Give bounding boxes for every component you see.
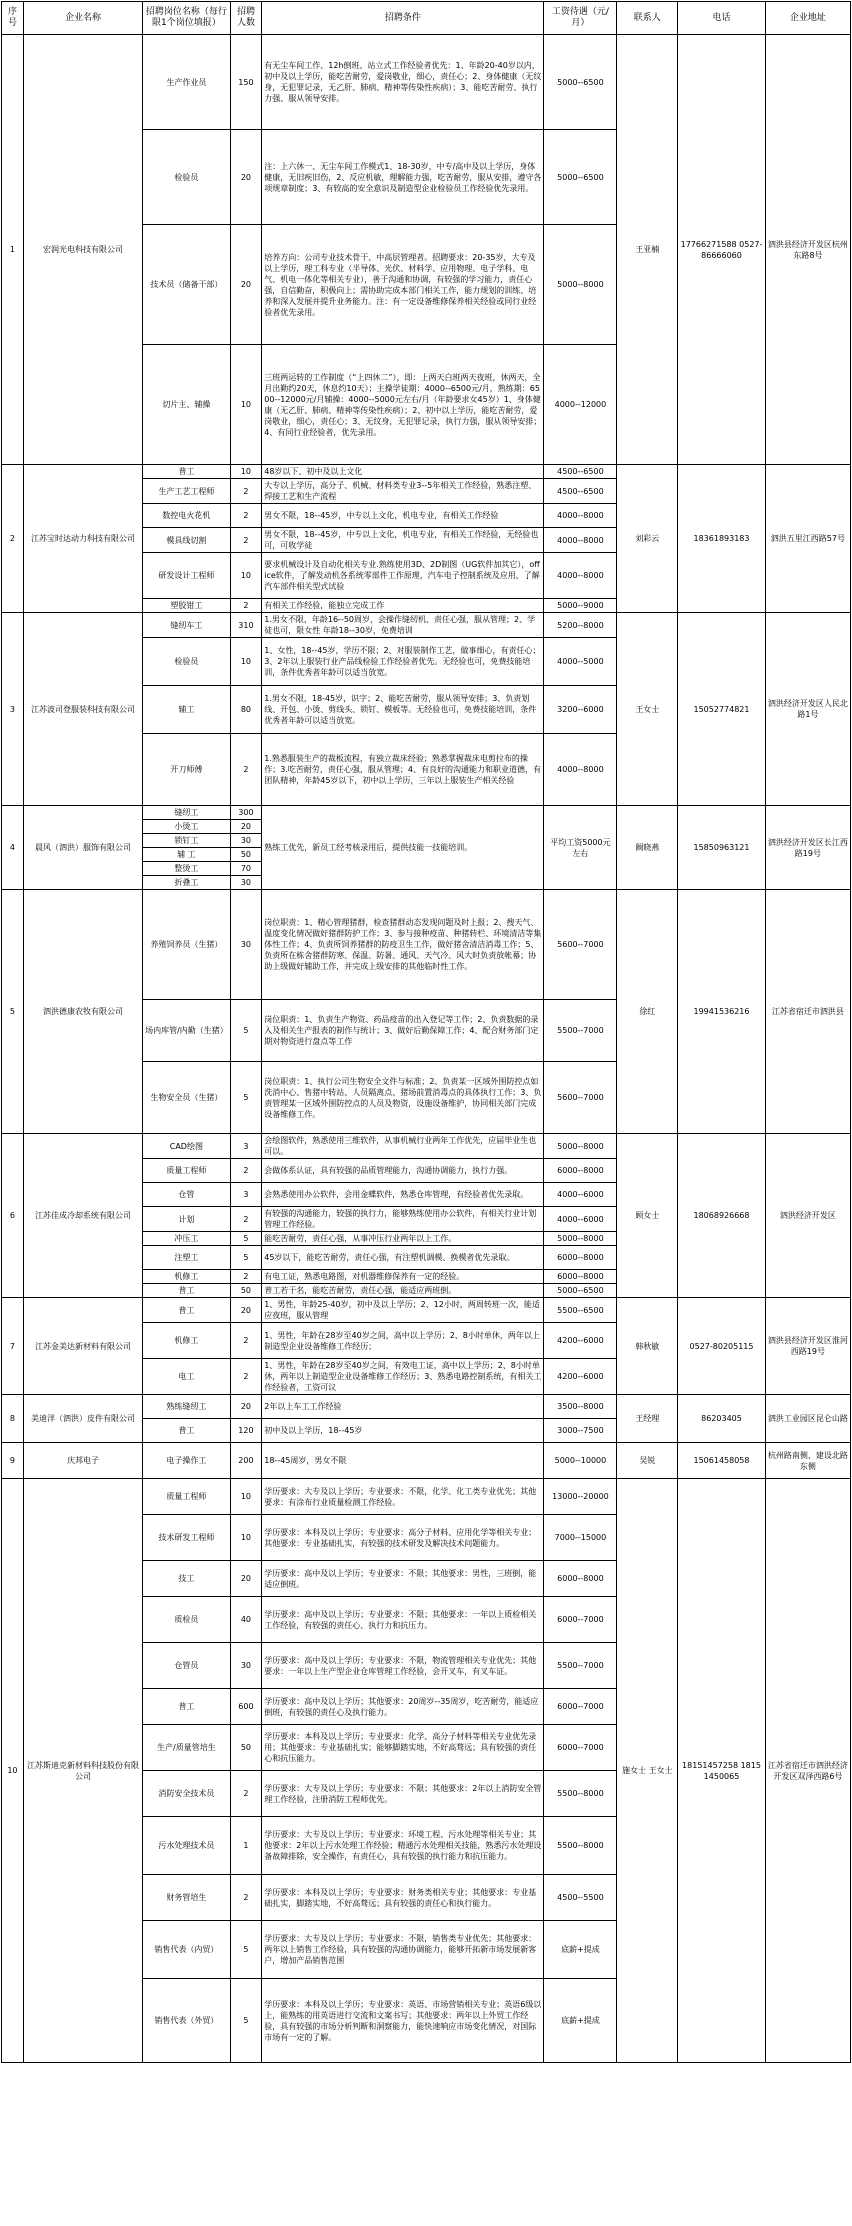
job-count: 2 (230, 1771, 262, 1817)
job-count: 2 (230, 599, 262, 613)
job-title: 普工 (143, 1284, 231, 1298)
job-title: 技工 (143, 1561, 231, 1597)
table-row (2, 35, 851, 130)
header-company: 企业名称 (23, 2, 142, 35)
job-count: 2 (230, 479, 262, 504)
company-no: 8 (2, 1395, 24, 1443)
job-salary: 4000--8000 (544, 553, 617, 599)
job-title: 场内库管/内勤（生猪） (143, 1000, 231, 1062)
job-count: 5 (230, 1246, 262, 1270)
job-count: 300 (230, 806, 262, 820)
job-count: 30 (230, 876, 262, 890)
job-requirement: 学历要求：高中及以上学历；专业要求：不限；其他要求：男性，三班倒，能适应倒班。 (262, 1561, 544, 1597)
job-count: 310 (230, 613, 262, 638)
company-no: 2 (2, 465, 24, 613)
company-no: 6 (2, 1134, 24, 1298)
job-requirement: 18--45周岁，男女不限 (262, 1443, 544, 1479)
company-name: 江苏金美达新材料有限公司 (23, 1298, 142, 1395)
company-no: 3 (2, 613, 24, 806)
job-count: 200 (230, 1443, 262, 1479)
job-salary: 6000--8000 (544, 1159, 617, 1183)
job-count: 2 (230, 1270, 262, 1284)
company-no: 10 (2, 1479, 24, 2063)
job-requirement: 学历要求：大专及以上学历；专业要求：不限；其他要求：2年以上消防安全管理工作经验，注册消防工程师优先。 (262, 1771, 544, 1817)
job-title: 普工 (143, 465, 231, 479)
job-count: 30 (230, 1643, 262, 1689)
job-requirement: 学历要求：大专及以上学历；专业要求：环境工程、污水处理等相关专业；其他要求：2年以上污水处理工作经验；精通污水处理相关技能，熟悉污水处理设备故障排除，安全操作，有责任心，具有较强的执行能力和抗压能力。 (262, 1817, 544, 1875)
header-salary: 工资待遇（元/月） (544, 2, 617, 35)
job-salary: 4000--5000 (544, 638, 617, 686)
company-contact: 阚晓燕 (617, 806, 678, 890)
company-name: 江苏佳成冷却系统有限公司 (23, 1134, 142, 1298)
company-address: 泗洪工业园区昆仑山路 (765, 1395, 850, 1443)
table-body (2, 35, 851, 2063)
company-name: 江苏波司登服装科技有限公司 (23, 613, 142, 806)
job-count: 10 (230, 1515, 262, 1561)
company-phone: 15052774821 (678, 613, 766, 806)
job-count: 20 (230, 1395, 262, 1419)
job-count: 50 (230, 848, 262, 862)
header-phone: 电话 (678, 2, 766, 35)
job-count: 10 (230, 553, 262, 599)
job-salary: 4200--6000 (544, 1323, 617, 1359)
job-count: 70 (230, 862, 262, 876)
job-requirement: 要求机械设计及自动化相关专业.熟练使用3D、2D制图（UG软件加其它），office软件，了解发动机各系统零部件工作原理，汽车电子控制系统及应用，了解汽车部件相关型式试验 (262, 553, 544, 599)
job-requirement: 1.男女不限，年龄16--50周岁，会操作缝纫机、责任心强，服从管理；2、学徒也可，限女性 年龄18--30岁，免费培训 (262, 613, 544, 638)
job-title: 缝纫车工 (143, 613, 231, 638)
job-title: 生产/质量管培生 (143, 1725, 231, 1771)
job-count: 600 (230, 1689, 262, 1725)
job-salary: 6000--7000 (544, 1689, 617, 1725)
job-title: 消防安全技术员 (143, 1771, 231, 1817)
job-count: 5 (230, 1232, 262, 1246)
job-title: 生物安全员（生猪） (143, 1062, 231, 1134)
job-salary: 3000--7500 (544, 1419, 617, 1443)
company-phone: 15061458058 (678, 1443, 766, 1479)
company-name: 宏润光电科技有限公司 (23, 35, 142, 465)
table-row (2, 1443, 851, 1479)
job-requirement: 普工若干名，能吃苦耐劳，责任心强，能适应两班倒。 (262, 1284, 544, 1298)
job-requirement: 学历要求：高中及以上学历；专业要求：不限；其他要求：一年以上质检相关工作经验，有较强的责任心、执行力和抗压力。 (262, 1597, 544, 1643)
job-title: 财务管培生 (143, 1875, 231, 1921)
job-title: 电子操作工 (143, 1443, 231, 1479)
header-contact: 联系人 (617, 2, 678, 35)
job-requirement: 初中及以上学历，18--45岁 (262, 1419, 544, 1443)
header-count: 招聘人数 (230, 2, 262, 35)
job-title: 仓管 (143, 1183, 231, 1207)
company-address: 泗洪县经济开发区杭州东路8号 (765, 35, 850, 465)
job-count: 10 (230, 345, 262, 465)
job-requirement: 大专以上学历，高分子、机械、材料类专业3--5年相关工作经验，熟悉注塑、焊接工艺和生产流程 (262, 479, 544, 504)
job-title: 计划 (143, 1207, 231, 1232)
job-requirement: 学历要求：高中及以上学历；专业要求：不限，物流管理相关专业优先；其他要求：一年以上生产型企业仓库管理工作经验，会开叉车，有叉车证。 (262, 1643, 544, 1689)
job-salary: 5000--9000 (544, 599, 617, 613)
company-phone: 19941536216 (678, 890, 766, 1134)
job-title: 冲压工 (143, 1232, 231, 1246)
company-phone: 86203405 (678, 1395, 766, 1443)
company-contact: 刘彩云 (617, 465, 678, 613)
job-salary: 13000--20000 (544, 1479, 617, 1515)
job-title: 销售代表（内贸） (143, 1921, 231, 1979)
company-no: 9 (2, 1443, 24, 1479)
job-title: 开刀师傅 (143, 734, 231, 806)
recruitment-table (1, 1, 851, 2063)
job-title: 技术员（储备干部） (143, 225, 231, 345)
job-title: 销售代表（外贸） (143, 1979, 231, 2063)
job-salary: 5000--10000 (544, 1443, 617, 1479)
job-requirement: 学历要求：高中及以上学历；其他要求：20周岁--35周岁，吃苦耐劳，能适应倒班，有较强的责任心及执行能力。 (262, 1689, 544, 1725)
job-title: 小烫工 (143, 820, 231, 834)
company-phone: 18068926668 (678, 1134, 766, 1298)
company-address: 泗洪经济开发区人民北路1号 (765, 613, 850, 806)
company-address: 泗洪五里江西路57号 (765, 465, 850, 613)
job-salary: 5500--7000 (544, 1000, 617, 1062)
job-count: 5 (230, 1000, 262, 1062)
job-title: 普工 (143, 1419, 231, 1443)
job-requirement: 男女不限，18--45岁，中专以上文化，机电专业，有相关工作经验 (262, 504, 544, 528)
job-count: 50 (230, 1284, 262, 1298)
job-requirement: 熟练工优先，新员工经考核录用后，提供技能一技能培训。 (262, 806, 544, 890)
job-salary: 6000--8000 (544, 1246, 617, 1270)
job-title: 污水处理技术员 (143, 1817, 231, 1875)
company-contact: 施女士 王女士 (617, 1479, 678, 2063)
job-salary: 4000--6000 (544, 1183, 617, 1207)
company-name: 江苏斯迪克新材料科技股份有限公司 (23, 1479, 142, 2063)
job-count: 20 (230, 225, 262, 345)
job-salary: 5500--8000 (544, 1817, 617, 1875)
table-row (2, 1298, 851, 1323)
table-row (2, 613, 851, 638)
company-contact: 顾女士 (617, 1134, 678, 1298)
job-requirement: 能吃苦耐劳，责任心强，从事冲压行业两年以上工作。 (262, 1232, 544, 1246)
job-count: 2 (230, 734, 262, 806)
job-requirement: 会做体系认证，具有较强的品质管理能力，沟通协调能力，执行力强。 (262, 1159, 544, 1183)
job-title: 缝纫工 (143, 806, 231, 820)
company-no: 1 (2, 35, 24, 465)
job-requirement: 学历要求：本科及以上学历；专业要求：高分子材料、应用化学等相关专业；其他要求：专业基础扎实，有较强的技术研发及解决技术问题能力。 (262, 1515, 544, 1561)
job-requirement: 有无尘车间工作、12h倒班、站立式工作经验者优先：1、年龄20-40岁以内，初中及以上学历，能吃苦耐劳，爱岗敬业，细心，责任心；2、身体健康（无纹身，无犯罪记录，无乙肝、肺病、精神等传染性疾病）；3、能吃苦耐劳、执行力强、服从领导安排。 (262, 35, 544, 130)
job-salary: 5500--6500 (544, 1298, 617, 1323)
job-salary: 6000--7000 (544, 1597, 617, 1643)
job-requirement: 45岁以下，能吃苦耐劳，责任心强，有注塑机调模、换模者优先录取。 (262, 1246, 544, 1270)
job-salary: 4200--6000 (544, 1359, 617, 1395)
job-salary: 5000--6500 (544, 130, 617, 225)
job-requirement: 1.男女不限，18-45岁，识字；2、能吃苦耐劳，服从领导安排；3、负责划线、开包、小烫、剪线头、锁钉、模板等。无经验也可，免费技能培训，条件优秀者年龄可以适当放宽。 (262, 686, 544, 734)
job-requirement: 会熟悉使用办公软件，会用金蝶软件，熟悉仓库管理，有经验者优先录取。 (262, 1183, 544, 1207)
company-name: 泗洪德康农牧有限公司 (23, 890, 142, 1134)
job-salary: 4000--8000 (544, 734, 617, 806)
job-requirement: 有相关工作经验，能独立完成工作 (262, 599, 544, 613)
company-address: 泗洪经济开发区长江西路19号 (765, 806, 850, 890)
header-no: 序号 (2, 2, 24, 35)
job-title: 检验员 (143, 638, 231, 686)
job-requirement: 男女不限，18--45岁，中专以上文化，机电专业，有相关工作经验，无经验也可，可收学徒 (262, 528, 544, 553)
header-requirement: 招聘条件 (262, 2, 544, 35)
company-contact: 吴锐 (617, 1443, 678, 1479)
job-title: 注塑工 (143, 1246, 231, 1270)
company-phone: 0527-80205115 (678, 1298, 766, 1395)
job-salary: 4500--5500 (544, 1875, 617, 1921)
job-count: 80 (230, 686, 262, 734)
job-title: 电工 (143, 1359, 231, 1395)
job-title: 机修工 (143, 1323, 231, 1359)
job-title: 熟练缝纫工 (143, 1395, 231, 1419)
job-salary: 4000--6000 (544, 1207, 617, 1232)
job-salary: 4500--6500 (544, 479, 617, 504)
job-count: 3 (230, 1134, 262, 1159)
company-contact: 王亚楠 (617, 35, 678, 465)
job-title: 质量工程师 (143, 1479, 231, 1515)
company-no: 7 (2, 1298, 24, 1395)
job-salary: 6000--8000 (544, 1270, 617, 1284)
job-count: 10 (230, 465, 262, 479)
job-count: 40 (230, 1597, 262, 1643)
company-no: 4 (2, 806, 24, 890)
job-salary: 5000--6500 (544, 35, 617, 130)
job-salary: 3500--8000 (544, 1395, 617, 1419)
job-count: 150 (230, 35, 262, 130)
job-title: 生产工艺工程师 (143, 479, 231, 504)
company-address: 江苏省宿迁市泗洪经济开发区双泽西路6号 (765, 1479, 850, 2063)
job-count: 1 (230, 1817, 262, 1875)
job-title: 辅工 (143, 686, 231, 734)
job-count: 2 (230, 1875, 262, 1921)
company-phone: 18151457258 18151450065 (678, 1479, 766, 2063)
job-count: 3 (230, 1183, 262, 1207)
job-salary: 5600--7000 (544, 890, 617, 1000)
job-requirement: 学历要求：本科及以上学历；专业要求：英语、市场营销相关专业；英语6级以上，能熟练的用英语进行交流和文案书写；其他要求：两年以上外贸工作经验，具有较强的市场分析判断和洞察能力，能快速响应市场变化情况，对国际市场有一定的了解。 (262, 1979, 544, 2063)
job-count: 30 (230, 834, 262, 848)
job-title: 技术研发工程师 (143, 1515, 231, 1561)
job-requirement: 1.熟悉服装生产的裁板流程，有独立裁床经验；熟悉掌握裁床电剪拉布的操作；3.吃苦耐劳，责任心强，服从管理；4、有良好的沟通能力和职业道德，有团队精神，年龄45岁以下，初中以上学历，三年以上服装生产相关经验 (262, 734, 544, 806)
job-count: 20 (230, 1561, 262, 1597)
company-phone: 15850963121 (678, 806, 766, 890)
job-requirement: 学历要求：大专及以上学历；专业要求：不限，销售类专业优先；其他要求：两年以上销售工作经验，具有较强的沟通协调能力，能够开拓新市场发展新客户，增加产品销售范围 (262, 1921, 544, 1979)
job-title: 检验员 (143, 130, 231, 225)
job-title: 切片主、辅操 (143, 345, 231, 465)
job-salary: 6000--8000 (544, 1561, 617, 1597)
job-count: 2 (230, 1159, 262, 1183)
job-count: 20 (230, 1298, 262, 1323)
job-title: 普工 (143, 1689, 231, 1725)
job-requirement: 1、男性，年龄在28岁至40岁之间，有效电工证，高中以上学历；2、8小时单休，两年以上制造型企业设备维修工作经历；3、熟悉电路控制系统，有相关工作经验者，工资可议 (262, 1359, 544, 1395)
job-requirement: 学历要求：本科及以上学历；专业要求：化学、高分子材料等相关专业优先录用；其他要求：专业基础扎实；能够脚踏实地，不好高骛远；具有较强的责任心和抗压能力。 (262, 1725, 544, 1771)
job-salary: 底薪+提成 (544, 1921, 617, 1979)
job-salary: 平均工资5000元左右 (544, 806, 617, 890)
job-count: 5 (230, 1062, 262, 1134)
job-count: 5 (230, 1921, 262, 1979)
job-count: 20 (230, 820, 262, 834)
job-salary: 3200--6000 (544, 686, 617, 734)
job-title: 整烫工 (143, 862, 231, 876)
job-requirement: 培养方向：公司专业技术骨干、中高层管理者。招聘要求：20-35岁，大专及以上学历，理工科专业（半导体、光伏、材料学、应用物理、电子学科、电气、机电一体化等相关专业），善于沟通和协调，有较强的学习能力，责任心强，自信勤奋，积极向上；需协助完成本部门相关工作，能力规划的训练、培养和深入发展并提升业务能力。注：有一定设备维修保养相关经验或同行业经验者优先录用。 (262, 225, 544, 345)
company-name: 晨风（泗洪）服饰有限公司 (23, 806, 142, 890)
job-salary: 5000--6500 (544, 1284, 617, 1298)
table-row (2, 1395, 851, 1419)
job-count: 2 (230, 1207, 262, 1232)
job-salary: 7000--15000 (544, 1515, 617, 1561)
company-contact: 徐红 (617, 890, 678, 1134)
company-contact: 王经理 (617, 1395, 678, 1443)
header-row (2, 2, 851, 35)
job-requirement: 注：上六休一、无尘车间工作模式1、18-30岁，中专/高中及以上学历，身体健康，无旧疾旧伤，2、反应机敏，理解能力强，吃苦耐劳，服从安排，遵守各项规章制度；3、有较高的安全意识及制造型企业检验员工作经验优先录用。 (262, 130, 544, 225)
company-no: 5 (2, 890, 24, 1134)
job-salary: 5000--8000 (544, 1134, 617, 1159)
job-title: 生产作业员 (143, 35, 231, 130)
company-phone: 17766271588 0527-86666060 (678, 35, 766, 465)
job-count: 2 (230, 504, 262, 528)
job-salary: 6000--7000 (544, 1725, 617, 1771)
job-title: 辅 工 (143, 848, 231, 862)
header-address: 企业地址 (765, 2, 850, 35)
job-salary: 5500--7000 (544, 1643, 617, 1689)
job-count: 2 (230, 1359, 262, 1395)
job-salary: 底薪+提成 (544, 1979, 617, 2063)
company-contact: 王女士 (617, 613, 678, 806)
company-address: 杭州路南侧、建设北路东侧 (765, 1443, 850, 1479)
job-requirement: 学历要求：本科及以上学历；专业要求：财务类相关专业；其他要求：专业基础扎实，脚踏实地，不好高骛远；具有较强的责任心和执行能力。 (262, 1875, 544, 1921)
job-salary: 5000--8000 (544, 1232, 617, 1246)
job-count: 30 (230, 890, 262, 1000)
job-title: 塑胶钳工 (143, 599, 231, 613)
company-address: 江苏省宿迁市泗洪县 (765, 890, 850, 1134)
job-salary: 4500--6500 (544, 465, 617, 479)
job-title: 仓管员 (143, 1643, 231, 1689)
job-title: 研发设计工程师 (143, 553, 231, 599)
job-salary: 5500--8000 (544, 1771, 617, 1817)
job-count: 5 (230, 1979, 262, 2063)
table-row (2, 1134, 851, 1159)
job-requirement: 学历要求：大专及以上学历；专业要求：不限，化学、化工类专业优先；其他要求：有涂布行业质量检测工作经验。 (262, 1479, 544, 1515)
job-title: 质量工程师 (143, 1159, 231, 1183)
job-requirement: 1、男性，年龄在28岁至40岁之间，高中以上学历；2、8小时单休，两年以上制造型企业设备维修工作经历； (262, 1323, 544, 1359)
job-salary: 4000--12000 (544, 345, 617, 465)
job-salary: 4000--8000 (544, 528, 617, 553)
job-title: 模具线切割 (143, 528, 231, 553)
job-title: 质检员 (143, 1597, 231, 1643)
company-name: 江苏宝时达动力科技有限公司 (23, 465, 142, 613)
job-requirement: 三班两运转的工作制度（“上四休二”），即：上两天白班两天夜班，休两天，全月出勤约20天，休息约10天）；主操学徒期：4000--6500元/月，熟练期：6500--12000元/月辅操：4000--5000元左右/月（年龄要求女45岁）1、身体健康（无乙肝、肺病、精神等传染性疾病）；2、初中以上学历，能吃苦耐劳，爱岗敬业，细心，责任心；3、无纹身，无犯罪记录，执行力强，服从领导安排；4、有同行业经验者，优先录用。 (262, 345, 544, 465)
job-title: 普工 (143, 1298, 231, 1323)
job-requirement: 岗位职责：1、负责生产物资、药品疫苗的出入登记等工作；2、负责数据的录入及相关生产报表的制作与统计；3、做好后勤保障工作；4、配合财务部门定期对物资进行盘点等工作 (262, 1000, 544, 1062)
header-position: 招聘岗位名称（每行限1个岗位填报） (143, 2, 231, 35)
table-row (2, 1479, 851, 1515)
job-requirement: 2年以上车工工作经验 (262, 1395, 544, 1419)
table-row (2, 465, 851, 479)
job-title: 养殖饲养员（生猪） (143, 890, 231, 1000)
job-requirement: 岗位职责：1、精心管理猪群，检查猪群动态发现问题及时上报；2、搜天气、温度变化情况做好猪群防护工作；3、参与接种疫苗、种猪转栏、环境清洁等集体性工作；4、负责所饲养猪群的防疫卫生工作，做好猪舍清洁消毒工作；5、负责所在栋舍猪群防寒、保温、防暑、通风、天气冷、风大时负责放帐幕；协助上级做好辅助工作，并完成上级安排的其他临时性工作。 (262, 890, 544, 1000)
job-requirement: 岗位职责：1、执行公司生物安全文件与标准；2、负责某一区域外围防控点如洗消中心、售猪中转站、人员隔离点、猪场前置消毒点的具体执行工作；3、负责管理某一区域外围防控点的人员及物资，设施设备维护，协同相关部门完成设备维修工作。 (262, 1062, 544, 1134)
job-requirement: 有较强的沟通能力，较强的执行力，能够熟练使用办公软件，有相关行业计划管理工作经验。 (262, 1207, 544, 1232)
job-count: 2 (230, 528, 262, 553)
job-title: 机修工 (143, 1270, 231, 1284)
job-count: 10 (230, 1479, 262, 1515)
company-name: 美迪洋（泗洪）皮件有限公司 (23, 1395, 142, 1443)
job-title: 折叠工 (143, 876, 231, 890)
job-title: 数控电火花机 (143, 504, 231, 528)
job-salary: 5200--8000 (544, 613, 617, 638)
company-address: 泗洪经济开发区 (765, 1134, 850, 1298)
job-title: 锁钉工 (143, 834, 231, 848)
company-contact: 韩秋敏 (617, 1298, 678, 1395)
job-count: 10 (230, 638, 262, 686)
job-salary: 4000--8000 (544, 504, 617, 528)
job-count: 120 (230, 1419, 262, 1443)
job-salary: 5000--8000 (544, 225, 617, 345)
table-row (2, 890, 851, 1000)
job-count: 20 (230, 130, 262, 225)
job-count: 50 (230, 1725, 262, 1771)
company-phone: 18361893183 (678, 465, 766, 613)
job-salary: 5600--7000 (544, 1062, 617, 1134)
job-requirement: 1、男性，年龄25-40岁，初中及以上学历；2、12小时，两周转班一次，能适应夜班，服从管理 (262, 1298, 544, 1323)
job-requirement: 48岁以下、初中及以上文化 (262, 465, 544, 479)
company-address: 泗洪县经济开发区淮河西路19号 (765, 1298, 850, 1395)
job-count: 2 (230, 1323, 262, 1359)
company-name: 庆邦电子 (23, 1443, 142, 1479)
job-requirement: 有电工证，熟悉电路图，对机器维修保养有一定的经验。 (262, 1270, 544, 1284)
job-requirement: 会绘图软件，熟悉使用三维软件，从事机械行业两年工作优先，应届毕业生也可以。 (262, 1134, 544, 1159)
job-title: CAD绘图 (143, 1134, 231, 1159)
table-row (2, 806, 851, 820)
job-requirement: 1、女性，18--45岁，学历不限；2、对服装制作工艺，做事细心，有责任心；3、2年以上服装行业产品线检验工作经验者优先。无经验也可，免费技能培训，条件优秀者年龄可以适当放宽。 (262, 638, 544, 686)
